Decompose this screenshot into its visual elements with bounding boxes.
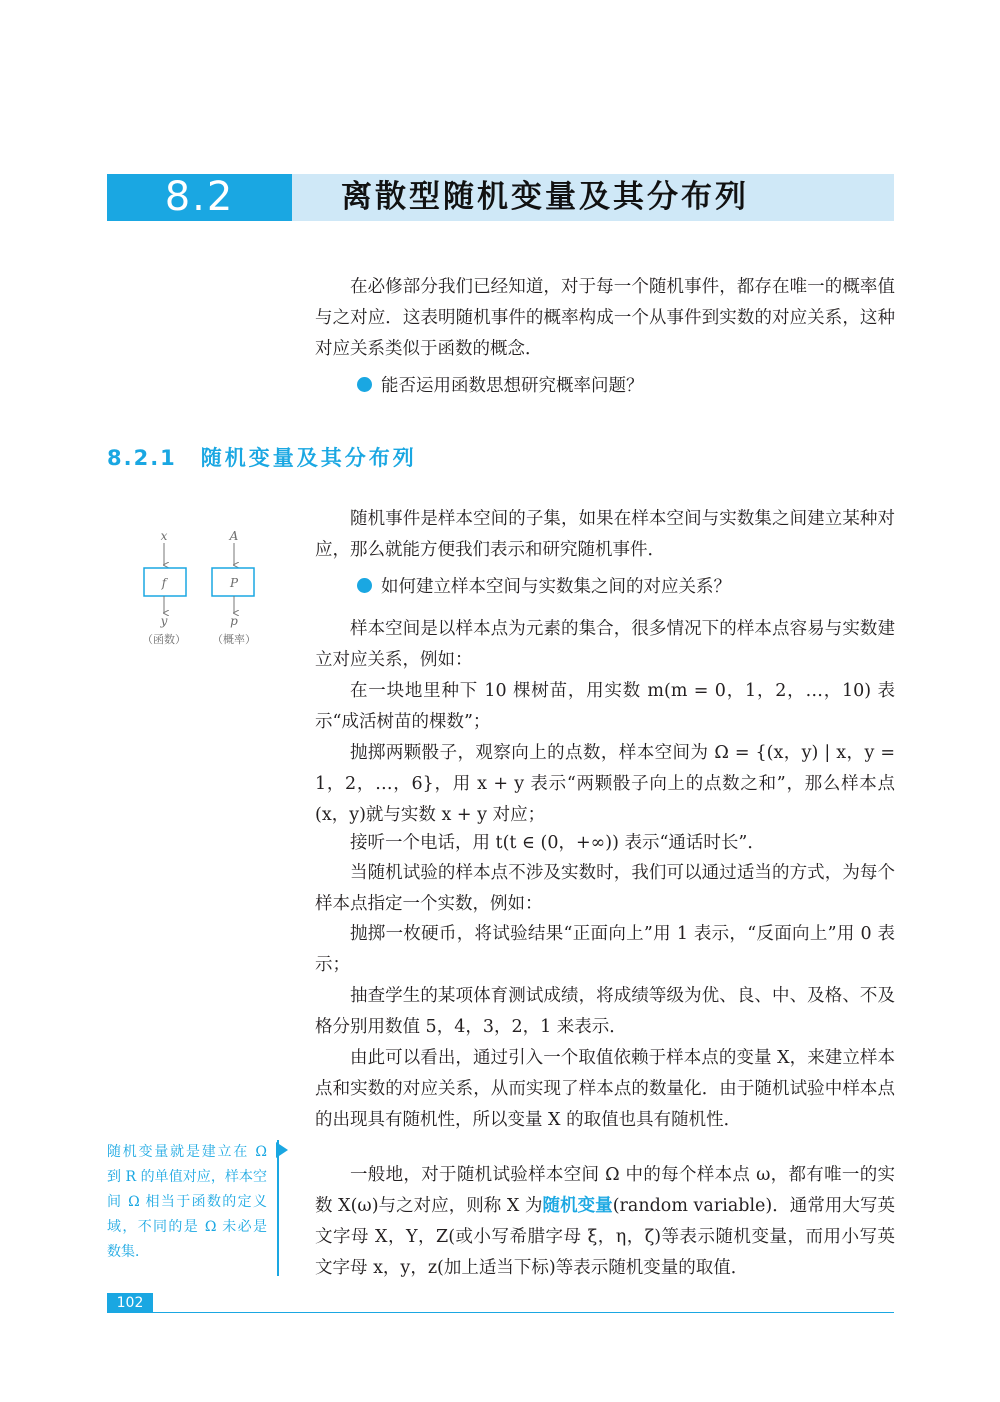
section-number: 8.2.1	[107, 446, 177, 470]
diagram-right-output: p	[230, 614, 238, 628]
definition-text-before: 一般地，对于随机试验样本空间 Ω 中的每个样本点 ω，都有唯一的实数 X(ω)与之对应，则称 X 为	[315, 1165, 895, 1216]
body-paragraph-1: 随机事件是样本空间的子集，如果在样本空间与实数集之间建立某种对应，那么就能方便我们表示和研究随机事件．	[315, 509, 895, 560]
page-number: 102	[107, 1293, 153, 1313]
bullet-dot-icon	[357, 578, 372, 593]
diagram-right-caption: （概率）	[212, 633, 256, 646]
chapter-number: 8.2	[107, 174, 292, 221]
margin-note: 随机变量就是建立在 Ω 到 R 的单值对应，样本空间 Ω 相当于函数的定义域，不同的是 Ω 未必是数集．	[107, 1144, 267, 1260]
section-title: 随机变量及其分布列	[200, 446, 417, 470]
intro-question	[357, 371, 644, 402]
intro-question-text: 能否运用函数思想研究概率问题？	[381, 376, 644, 396]
definition-text-after: (random variable)．通常用大写英文字母 X，Y，Z(或小写希腊字母 ξ，η，ζ)等表示随机变量，而用小写英文字母 x，y，z(加上适当下标)等表示随机变量的取值．	[315, 1196, 896, 1278]
body-paragraph-6: 当随机试验的样本点不涉及实数时，我们可以通过适当的方式，为每个样本点指定一个实数，例如：	[315, 863, 895, 914]
section-heading	[107, 442, 417, 472]
diagram-right-box-label: P	[229, 576, 239, 590]
diagram-left-input: x	[160, 529, 168, 543]
chapter-title: 离散型随机变量及其分布列	[341, 179, 749, 215]
body-paragraph-7: 抛掷一枚硬币，将试验结果“正面向上”用 1 表示，“反面向上”用 0 表示；	[315, 924, 895, 975]
body-paragraph-3: 在一块地里种下 10 棵树苗，用实数 m(m = 0，1，2，…，10) 表示“成活树苗的棵数”；	[315, 681, 895, 732]
body-paragraph-5: 接听一个电话，用 t(t ∈ (0，+∞)) 表示“通话时长”．	[350, 833, 765, 853]
margin-note-arrow-icon	[276, 1142, 288, 1158]
body-paragraph-4: 抛掷两颗骰子，观察向上的点数，样本空间为 Ω = {(x，y) | x，y = 1，2，…，6}，用 x + y 表示“两颗骰子向上的点数之和”，那么样本点(x，y)就与实数 x + y 对应；	[315, 743, 895, 825]
body-question	[357, 572, 731, 603]
intro-paragraph: 在必修部分我们已经知道，对于每一个随机事件，都存在唯一的概率值与之对应．这表明随机事件的概率构成一个从事件到实数的对应关系，这种对应关系类似于函数的概念．	[315, 277, 895, 359]
body-paragraph-8: 抽查学生的某项体育测试成绩，将成绩等级为优、良、中、及格、不及格分别用数值 5，4，3，2，1 来表示．	[315, 986, 895, 1037]
footer-rule	[107, 1312, 894, 1313]
random-variable-term: 随机变量	[542, 1196, 613, 1216]
mapping-diagram	[128, 527, 278, 652]
margin-note-bracket	[271, 1140, 279, 1276]
diagram-left-box-label: f	[161, 576, 167, 590]
diagram-right-input: A	[229, 529, 239, 543]
diagram-left-caption: （函数）	[142, 633, 186, 646]
bullet-dot-icon	[357, 377, 372, 392]
body-paragraph-9: 由此可以看出，通过引入一个取值依赖于样本点的变量 X，来建立样本点和实数的对应关系，从而实现了样本点的数量化．由于随机试验中样本点的出现具有随机性，所以变量 X 的取值也具有随机性．	[315, 1048, 895, 1130]
body-paragraph-2: 样本空间是以样本点为元素的集合，很多情况下的样本点容易与实数建立对应关系，例如：	[315, 619, 895, 670]
body-question-text: 如何建立样本空间与实数集之间的对应关系？	[381, 577, 731, 597]
diagram-left-output: y	[160, 614, 168, 628]
body-paragraph-10	[315, 1160, 895, 1284]
